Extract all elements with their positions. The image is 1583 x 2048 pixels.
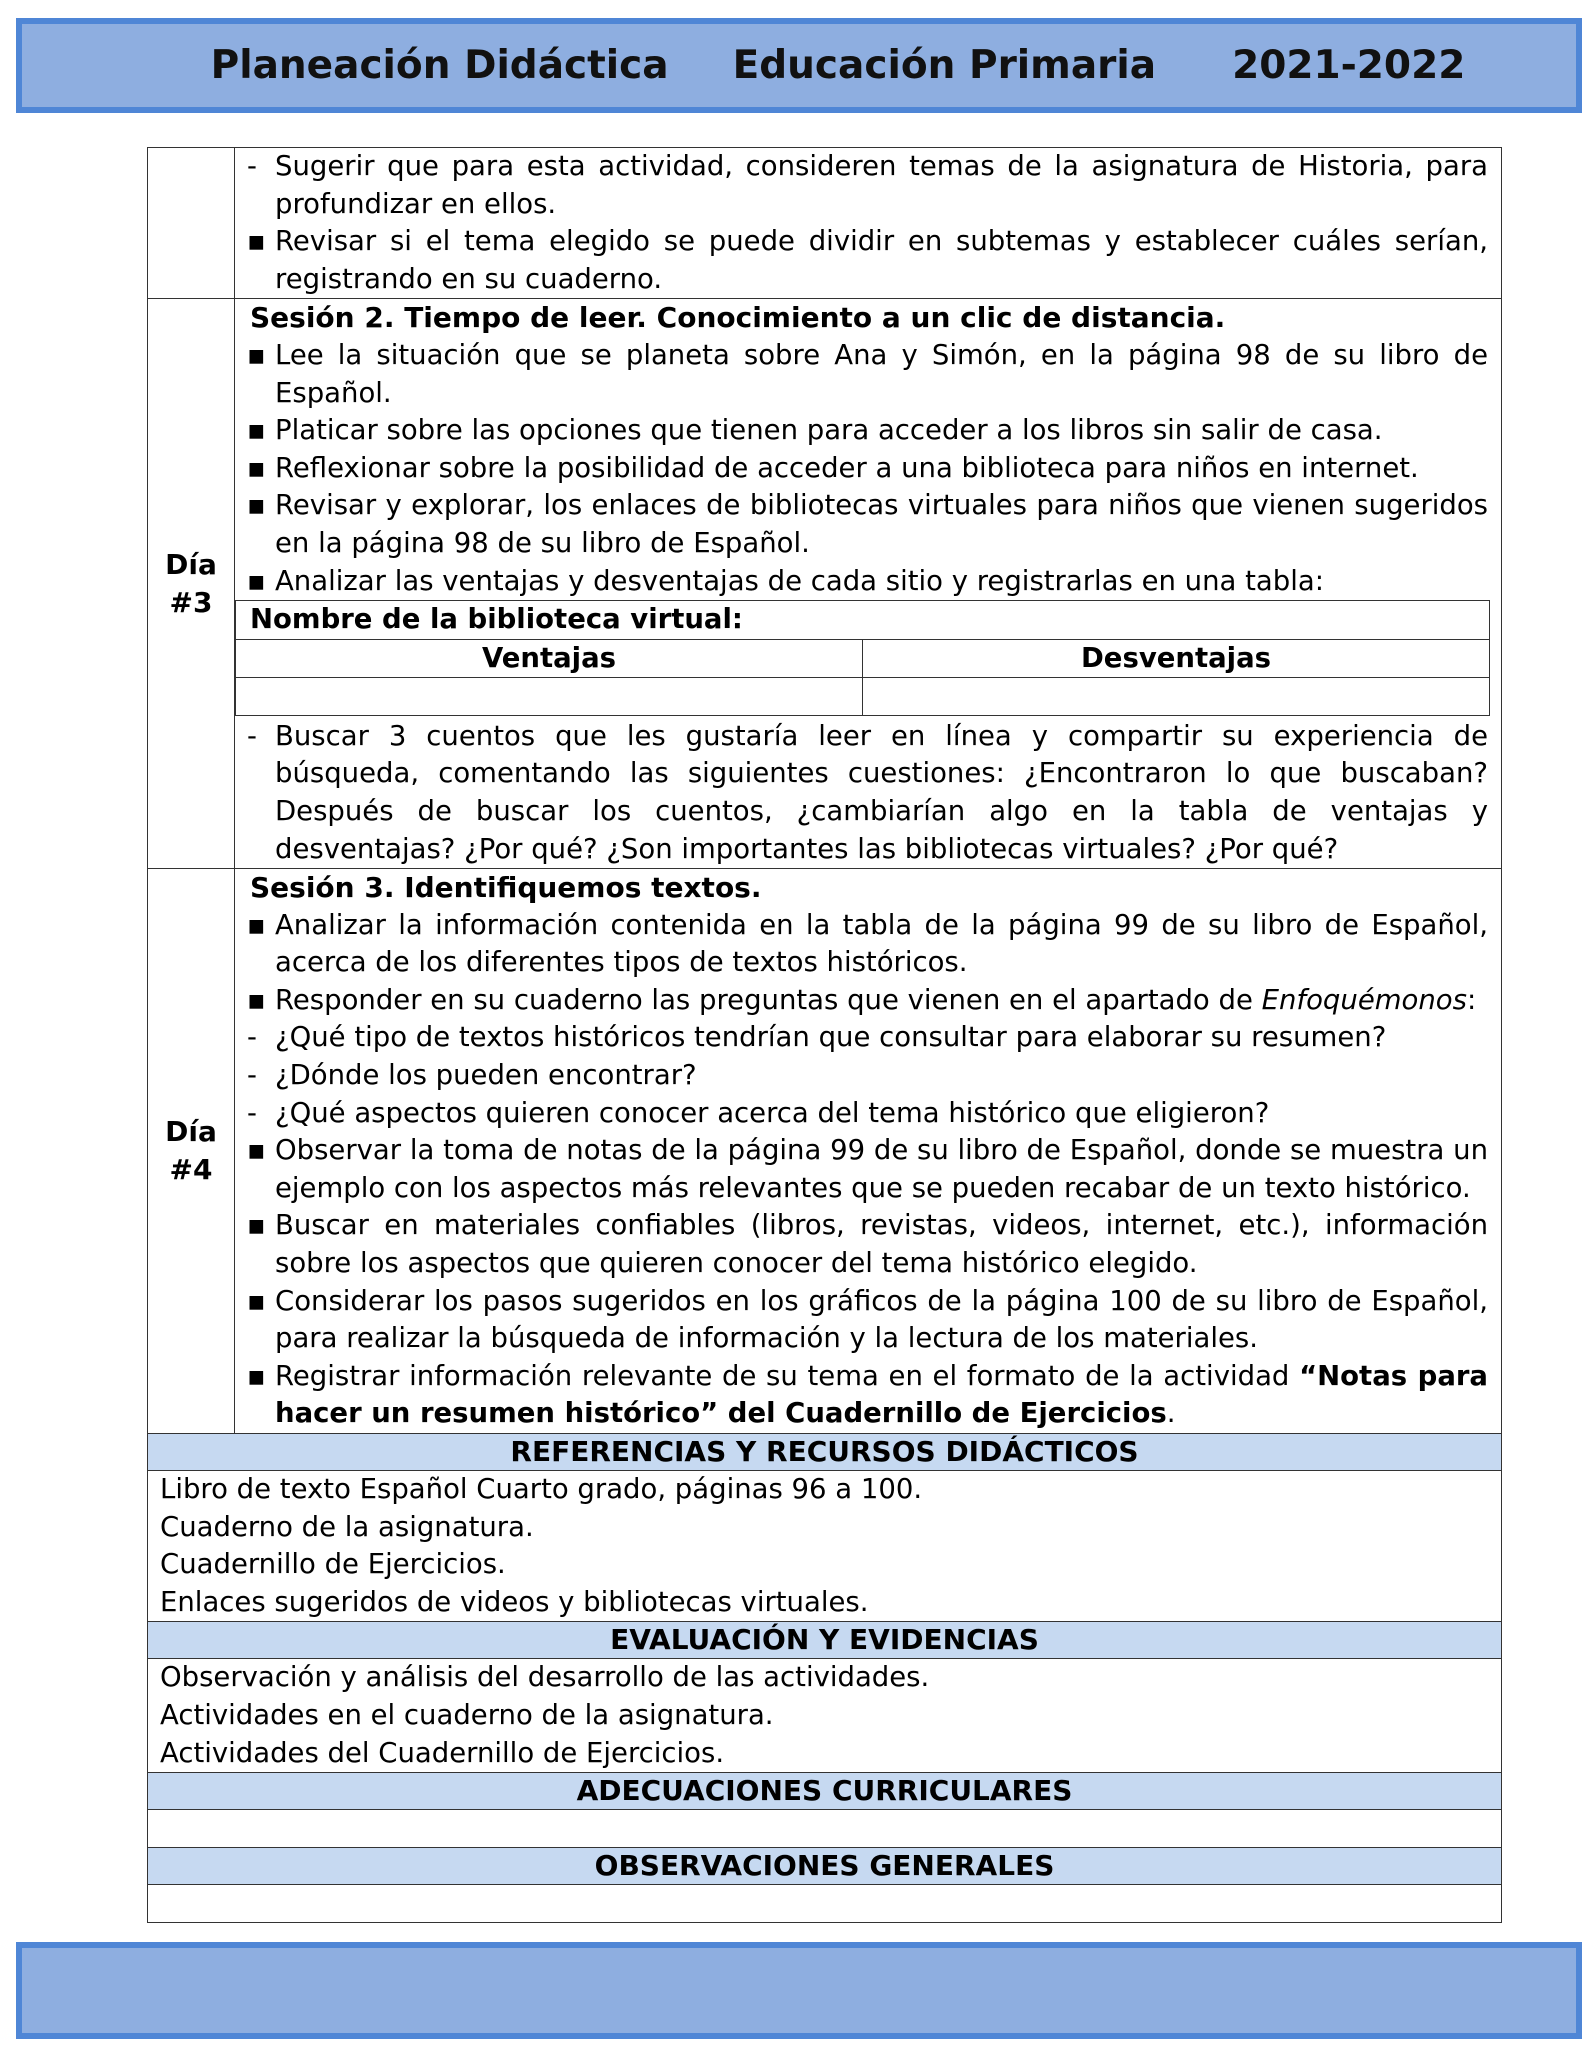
list-item-text-bold: “Notas para hacer un resumen histórico” del Cuadernillo de Ejercicios (275, 1359, 1488, 1430)
footer-banner (16, 1942, 1582, 2039)
virtual-library-table (235, 600, 1490, 716)
list-item (247, 563, 1488, 601)
adaptations-heading: ADECUACIONES CURRICULARES (148, 1772, 1501, 1809)
list-item-text (275, 982, 1488, 1020)
list-item-text: Considerar los pasos sugeridos en los gráficos de la página 100 de su libro de Español, para realizar la búsqueda de información y la lectura de los materiales. (275, 1284, 1488, 1355)
list-item-text: Reflexionar sobre la posibilidad de acceder a una biblioteca para niños en internet. (275, 451, 1419, 484)
observations-empty-cell (148, 1884, 1501, 1922)
desventajas-header: Desventajas (862, 640, 1489, 677)
list-item-text: ¿Qué aspectos quieren conocer acerca del tema histórico que eligieron? (275, 1096, 1270, 1129)
list-item (247, 1283, 1488, 1358)
list-item-text (275, 1358, 1488, 1433)
observations-heading: OBSERVACIONES GENERALES (148, 1847, 1501, 1884)
reference-line: Enlaces sugeridos de videos y bibliotecas virtuales. (160, 1585, 869, 1618)
day-4-content (235, 869, 1501, 1433)
references-heading: REFERENCIAS Y RECURSOS DIDÁCTICOS (148, 1433, 1501, 1470)
list-item (247, 982, 1488, 1020)
list-item (247, 1019, 1488, 1057)
list-item-text: Analizar las ventajas y desventajas de cada sitio y registrarlas en una tabla: (275, 564, 1324, 597)
list-marker: - (247, 1021, 257, 1054)
list-marker: ▪ (247, 225, 266, 258)
list-item-text: Sugerir que para esta actividad, consideren temas de la asignatura de Historia, para profundizar en ellos. (275, 150, 1488, 220)
list-item-text: Analizar la información contenida en la tabla de la página 99 de su libro de Español, acerca de los diferentes tipos de textos históricos. (275, 908, 1488, 979)
list-marker: - (247, 1059, 257, 1092)
day-label-text: Día #4 (165, 1115, 217, 1187)
list-item (247, 412, 1488, 450)
list-item (247, 1132, 1488, 1207)
list-item-text-main: Registrar información relevante de su tema en el formato de la actividad (275, 1359, 1300, 1392)
day-cell-empty (148, 148, 235, 298)
list-item-text: Revisar y explorar, los enlaces de bibliotecas virtuales para niños que vienen sugeridos en la página 98 de su libro de Español. (275, 489, 1488, 559)
list-marker: ▪ (247, 1284, 266, 1317)
list-marker: ▪ (247, 1209, 266, 1242)
list-marker: - (247, 1096, 257, 1129)
list-item (247, 337, 1488, 412)
list-marker: ▪ (247, 338, 266, 371)
session-3-title: Sesión 3. Identifiquemos textos. (250, 871, 762, 905)
list-item-text-main: Responder en su cuaderno las preguntas que vienen en el apartado de (275, 983, 1262, 1016)
reference-line: Cuadernillo de Ejercicios. (160, 1548, 506, 1581)
day-3-row (148, 298, 1501, 868)
list-marker: ▪ (247, 983, 266, 1016)
list-marker: ▪ (247, 1359, 266, 1392)
list-item-text: ¿Dónde los pueden encontrar? (275, 1059, 697, 1092)
reference-line: Cuaderno de la asignatura. (160, 1510, 534, 1543)
list-marker: ▪ (247, 414, 266, 447)
header-title: Planeación Didáctica (210, 43, 669, 88)
list-marker: ▪ (247, 451, 266, 484)
list-item-text: Observar la toma de notas de la página 99 de su libro de Español, donde se muestra un ejemplo con los aspectos más relevantes que se pueden recabar de un texto histórico. (275, 1134, 1488, 1204)
ventajas-cell (236, 678, 862, 715)
list-item-text: Revisar si el tema elegido se puede dividir en subtemas y establecer cuáles serían, registrando en su cuaderno. (275, 225, 1488, 295)
ventajas-header: Ventajas (481, 641, 617, 674)
table-empty-row (236, 677, 1489, 715)
header-level: Educación Primaria (732, 43, 1157, 88)
list-item (247, 907, 1488, 982)
list-item (247, 1057, 1488, 1095)
list-item-text: Lee la situación que se planeta sobre Ana y Simón, en la página 98 de su libro de Español. (275, 338, 1488, 409)
list-item-text-tail: . (1166, 1397, 1176, 1430)
list-item (247, 718, 1488, 868)
continuation-row (148, 148, 1501, 298)
day-4-label (148, 869, 235, 1433)
evaluation-line: Observación y análisis del desarrollo de las actividades. (160, 1661, 930, 1694)
list-item (247, 1358, 1488, 1433)
day-4-row (148, 868, 1501, 1433)
session-2-title: Sesión 2. Tiempo de leer. Conocimiento a un clic de distancia. (250, 301, 1226, 335)
list-item (247, 487, 1488, 562)
reference-line: Libro de texto Español Cuarto grado, páginas 96 a 100. (160, 1473, 923, 1505)
day-label-text: Día #3 (165, 547, 217, 619)
list-item-text: Buscar 3 cuentos que les gustaría leer en línea y compartir su experiencia de búsqueda, comentando las siguientes cuestiones: ¿Encontraron lo que buscaban? Después de buscar los cuentos, ¿cambiarían algo en la tabla de ventajas y desventajas? ¿Por qué? ¿Son importantes las bibliotecas virtuales? ¿Por qué? (275, 719, 1488, 865)
list-item-text-tail: : (1466, 983, 1477, 1016)
list-item-text: Buscar en materiales confiables (libros, revistas, videos, internet, etc.), información sobre los aspectos que quieren conocer del tema histórico elegido. (275, 1209, 1488, 1280)
evaluation-line: Actividades del Cuadernillo de Ejercicios. (160, 1736, 725, 1769)
evaluation-line: Actividades en el cuaderno de la asignatura. (160, 1698, 774, 1731)
list-marker: ▪ (247, 1134, 266, 1167)
day-3-content (235, 299, 1501, 868)
evaluation-heading: EVALUACIÓN Y EVIDENCIAS (148, 1621, 1501, 1658)
list-item-text-italic: Enfoquémonos (1261, 983, 1467, 1016)
references-list (148, 1470, 1501, 1621)
header-year: 2021-2022 (1232, 43, 1466, 88)
lesson-plan-table (147, 147, 1502, 1923)
header-banner (16, 18, 1582, 113)
list-item (247, 1095, 1488, 1133)
list-marker: - (247, 150, 257, 182)
list-item (247, 223, 1488, 298)
day-3-label (148, 299, 235, 868)
list-marker: - (247, 719, 257, 752)
list-item-text: Platicar sobre las opciones que tienen para acceder a los libros sin salir de casa. (275, 414, 1383, 447)
evaluation-list (148, 1658, 1501, 1772)
list-item (247, 1207, 1488, 1282)
table-header-row (236, 640, 1489, 677)
list-item (247, 450, 1488, 488)
continuation-content (235, 148, 1501, 298)
desventajas-cell (862, 678, 1489, 715)
library-name-header: Nombre de la biblioteca virtual: (236, 601, 1489, 640)
adaptations-empty-cell (148, 1809, 1501, 1847)
list-item-text: ¿Qué tipo de textos históricos tendrían que consultar para elaborar su resumen? (275, 1021, 1387, 1054)
list-item (247, 148, 1488, 223)
list-marker: ▪ (247, 564, 266, 597)
list-marker: ▪ (247, 489, 266, 522)
list-marker: ▪ (247, 908, 266, 941)
